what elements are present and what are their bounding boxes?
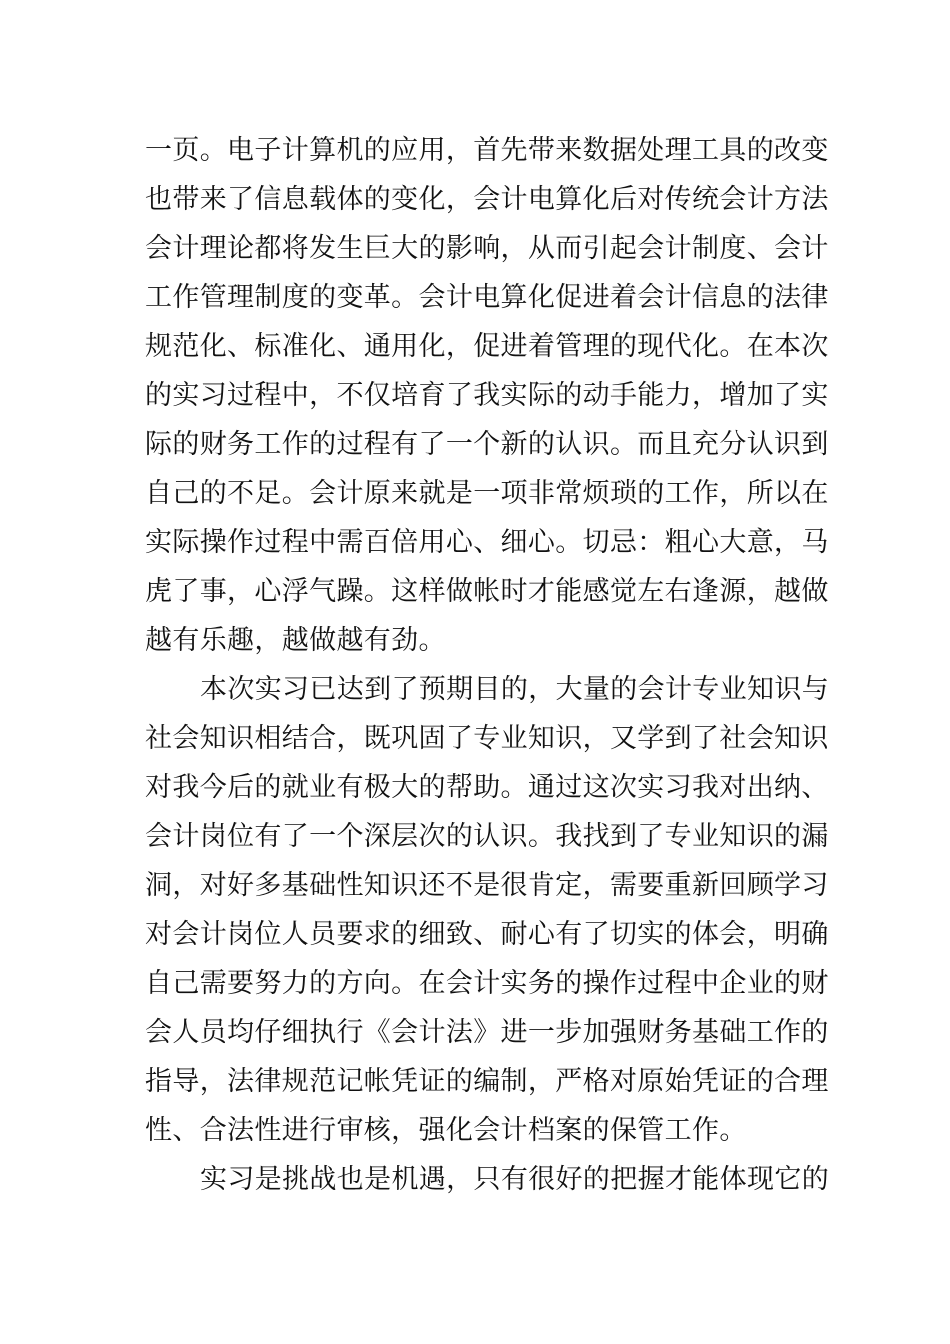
text-line: 会计岗位有了一个深层次的认识。我找到了专业知识的漏 <box>145 821 829 852</box>
text-line: 的实习过程中，不仅培育了我实际的动手能力，增加了实 <box>145 380 829 411</box>
text-line: 洞，对好多基础性知识还不是很肯定，需要重新回顾学习 <box>145 870 829 901</box>
text-line: 对我今后的就业有极大的帮助。通过这次实习我对出纳、 <box>145 772 829 803</box>
text-line: 一页。电子计算机的应用，首先带来数据处理工具的改变 <box>145 135 829 166</box>
text-line: 指导，法律规范记帐凭证的编制，严格对原始凭证的合理 <box>145 1066 829 1097</box>
paragraph-first-line: 本次实习已达到了预期目的，大量的会计专业知识与 <box>200 674 830 705</box>
text-line: 规范化、标准化、通用化，促进着管理的现代化。在本次 <box>145 331 829 362</box>
text-line: 实际操作过程中需百倍用心、细心。切忌：粗心大意，马 <box>145 527 829 558</box>
text-line: 际的财务工作的过程有了一个新的认识。而且充分认识到 <box>145 429 829 460</box>
paragraph-first-line: 实习是挑战也是机遇，只有很好的把握才能体现它的 <box>200 1164 830 1195</box>
text-line: 对会计岗位人员要求的细致、耐心有了切实的体会，明确 <box>145 919 829 950</box>
text-line: 会人员均仔细执行《会计法》进一步加强财务基础工作的 <box>145 1017 829 1048</box>
text-line: 性、合法性进行审核，强化会计档案的保管工作。 <box>145 1115 747 1146</box>
text-line: 自己需要努力的方向。在会计实务的操作过程中企业的财 <box>145 968 829 999</box>
text-line: 也带来了信息载体的变化，会计电算化后对传统会计方法 <box>145 184 829 215</box>
text-line: 工作管理制度的变革。会计电算化促进着会计信息的法律 <box>145 282 829 313</box>
text-line: 社会知识相结合，既巩固了专业知识，又学到了社会知识 <box>145 723 829 754</box>
text-line: 虎了事，心浮气躁。这样做帐时才能感觉左右逢源，越做 <box>145 576 829 607</box>
text-line: 越有乐趣，越做越有劲。 <box>145 625 446 656</box>
text-line: 会计理论都将发生巨大的影响，从而引起会计制度、会计 <box>145 233 829 264</box>
text-line: 自己的不足。会计原来就是一项非常烦琐的工作，所以在 <box>145 478 829 509</box>
